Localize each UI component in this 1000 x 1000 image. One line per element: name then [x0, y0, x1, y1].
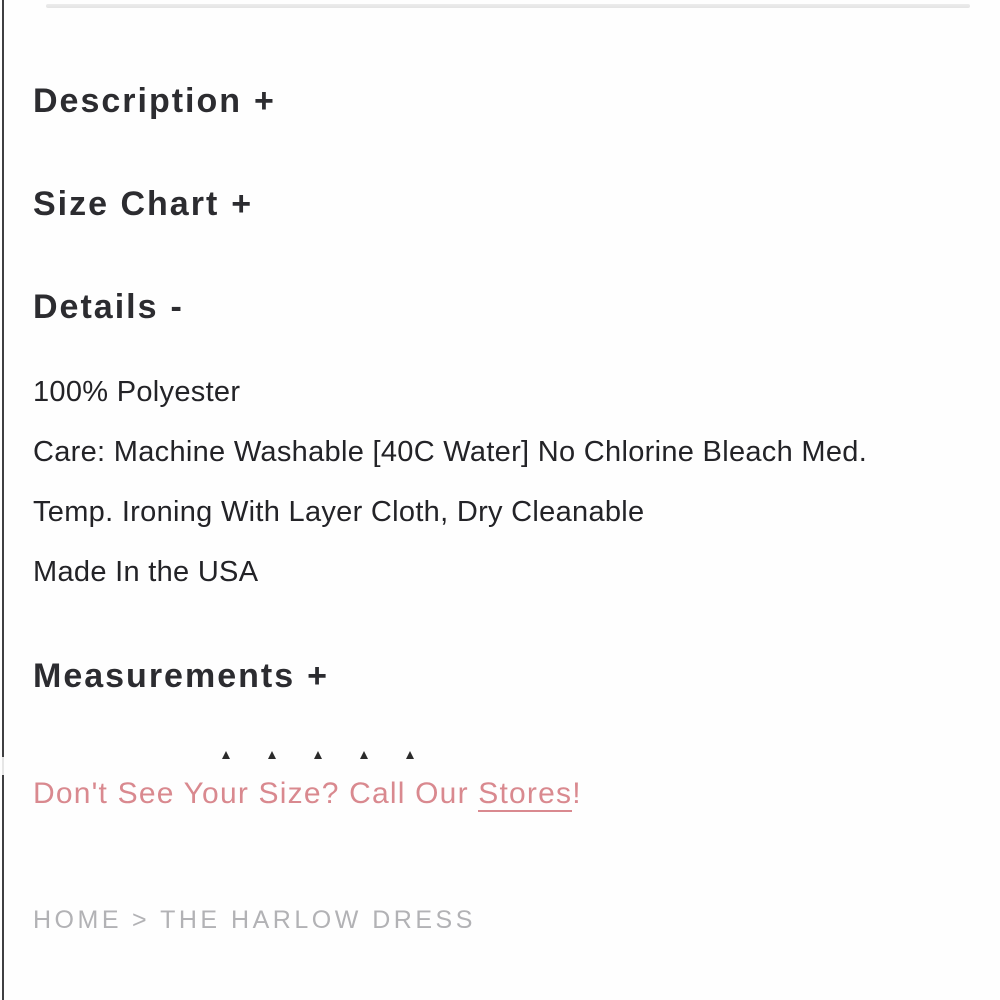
accordion-header-measurements[interactable] — [33, 659, 329, 693]
accordion-header-description[interactable] — [33, 84, 276, 118]
size-help-suffix: ! — [572, 777, 582, 810]
top-divider — [46, 4, 970, 8]
details-line-care-1: Care: Machine Washable [40C Water] No Chlorine Bleach Med. — [33, 436, 868, 468]
accordion-label: Measurements — [33, 657, 296, 695]
accordion-label: Size Chart — [33, 185, 220, 223]
breadcrumb-home-link[interactable]: HOME — [33, 906, 122, 934]
stores-link[interactable]: Stores — [478, 777, 573, 810]
star-icon — [406, 751, 414, 759]
collapse-minus-icon: - — [170, 288, 184, 326]
details-line-care-2: Temp. Ironing With Layer Cloth, Dry Cleanable — [33, 496, 645, 528]
details-line-origin: Made In the USA — [33, 556, 259, 588]
expand-plus-icon: + — [231, 185, 254, 223]
accordion-header-details[interactable] — [33, 290, 184, 324]
star-icon — [360, 751, 368, 759]
star-icon — [222, 751, 230, 759]
left-edge-line-gap — [2, 757, 4, 775]
accordion-label: Description — [33, 82, 243, 120]
star-icon — [268, 751, 276, 759]
left-edge-line — [2, 775, 4, 1000]
expand-plus-icon: + — [254, 82, 276, 120]
review-stars-cutoff — [222, 751, 414, 759]
size-help-prefix: Don't See Your Size? Call Our — [33, 777, 479, 810]
size-help-text — [33, 778, 582, 809]
accordion-label: Details — [33, 288, 159, 326]
expand-plus-icon: + — [307, 657, 329, 695]
details-line-material: 100% Polyester — [33, 376, 241, 408]
left-edge-line — [2, 0, 4, 757]
star-icon — [314, 751, 322, 759]
breadcrumb-separator: > — [132, 906, 151, 934]
breadcrumb — [33, 907, 476, 933]
breadcrumb-current-page: THE HARLOW DRESS — [160, 906, 476, 934]
accordion-header-size-chart[interactable] — [33, 187, 253, 221]
